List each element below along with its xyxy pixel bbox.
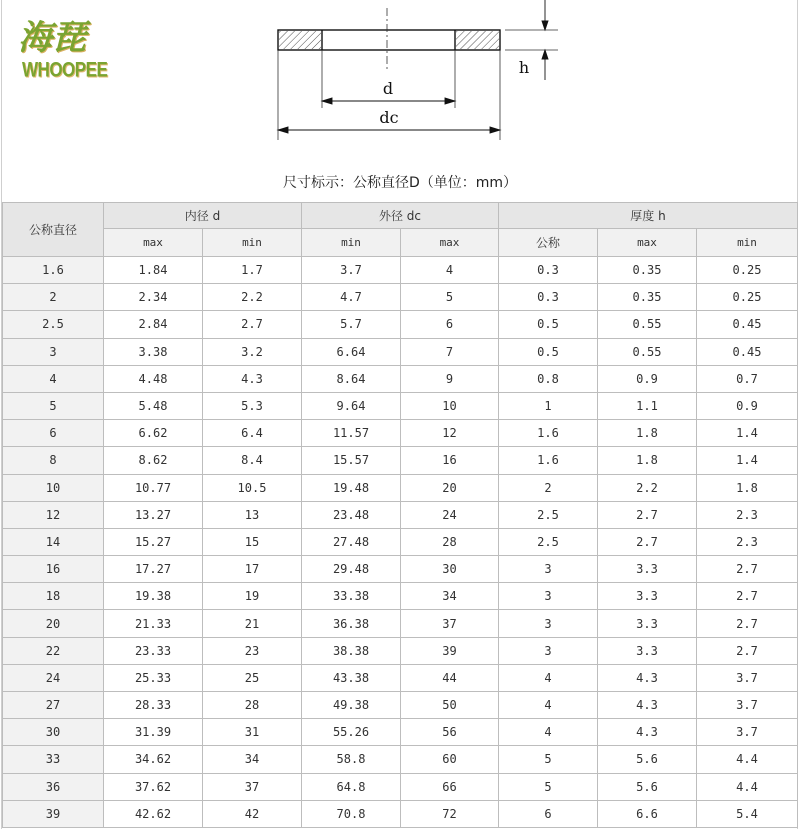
cell-h-nominal: 3 bbox=[499, 556, 598, 583]
cell-h-max: 1.8 bbox=[598, 447, 697, 474]
cell-d-max: 5.48 bbox=[104, 392, 203, 419]
cell-dc-min: 5.7 bbox=[302, 311, 401, 338]
cell-d-max: 31.39 bbox=[104, 719, 203, 746]
logo-chinese-text: 海琵 bbox=[18, 18, 86, 58]
cell-h-max: 3.3 bbox=[598, 637, 697, 664]
label-dc: dc bbox=[379, 108, 399, 127]
cell-dc-min: 27.48 bbox=[302, 528, 401, 555]
cell-dc-max: 10 bbox=[401, 392, 499, 419]
cell-dc-max: 66 bbox=[401, 773, 499, 800]
cell-d-max: 15.27 bbox=[104, 528, 203, 555]
cell-h-max: 4.3 bbox=[598, 719, 697, 746]
cell-nominal-diameter: 3 bbox=[3, 338, 104, 365]
header-thickness: 厚度 h bbox=[499, 203, 798, 229]
cell-dc-max: 7 bbox=[401, 338, 499, 365]
cell-d-max: 17.27 bbox=[104, 556, 203, 583]
cell-dc-min: 3.7 bbox=[302, 257, 401, 284]
cell-d-min: 13 bbox=[203, 501, 302, 528]
cell-nominal-diameter: 36 bbox=[3, 773, 104, 800]
cell-d-min: 8.4 bbox=[203, 447, 302, 474]
table-row bbox=[3, 637, 798, 664]
cell-dc-max: 4 bbox=[401, 257, 499, 284]
dimension-d bbox=[322, 98, 455, 104]
cell-nominal-diameter: 18 bbox=[3, 583, 104, 610]
cell-h-nominal: 4 bbox=[499, 692, 598, 719]
cell-h-max: 6.6 bbox=[598, 800, 697, 827]
cell-dc-min: 9.64 bbox=[302, 392, 401, 419]
table-row bbox=[3, 501, 798, 528]
cell-dc-min: 70.8 bbox=[302, 800, 401, 827]
cell-d-max: 2.84 bbox=[104, 311, 203, 338]
table-row bbox=[3, 420, 798, 447]
cell-d-max: 6.62 bbox=[104, 420, 203, 447]
cell-d-min: 6.4 bbox=[203, 420, 302, 447]
cell-dc-min: 19.48 bbox=[302, 474, 401, 501]
cell-d-max: 19.38 bbox=[104, 583, 203, 610]
cell-h-max: 1.8 bbox=[598, 420, 697, 447]
cell-dc-min: 49.38 bbox=[302, 692, 401, 719]
cell-d-max: 4.48 bbox=[104, 365, 203, 392]
cell-h-nominal: 4 bbox=[499, 719, 598, 746]
cell-dc-max: 24 bbox=[401, 501, 499, 528]
cell-h-min: 2.7 bbox=[697, 637, 798, 664]
cell-dc-min: 64.8 bbox=[302, 773, 401, 800]
cell-h-min: 0.9 bbox=[697, 392, 798, 419]
cell-d-min: 34 bbox=[203, 746, 302, 773]
cell-nominal-diameter: 20 bbox=[3, 610, 104, 637]
cell-h-nominal: 0.5 bbox=[499, 338, 598, 365]
cell-nominal-diameter: 4 bbox=[3, 365, 104, 392]
cell-h-nominal: 5 bbox=[499, 773, 598, 800]
cell-d-min: 10.5 bbox=[203, 474, 302, 501]
cell-nominal-diameter: 10 bbox=[3, 474, 104, 501]
table-row bbox=[3, 365, 798, 392]
cell-h-max: 5.6 bbox=[598, 773, 697, 800]
cell-h-max: 5.6 bbox=[598, 746, 697, 773]
cell-dc-max: 30 bbox=[401, 556, 499, 583]
label-h: h bbox=[518, 58, 530, 77]
cell-d-min: 5.3 bbox=[203, 392, 302, 419]
cell-h-min: 4.4 bbox=[697, 746, 798, 773]
cell-dc-min: 8.64 bbox=[302, 365, 401, 392]
cell-h-min: 2.7 bbox=[697, 556, 798, 583]
cell-nominal-diameter: 33 bbox=[3, 746, 104, 773]
table-row bbox=[3, 474, 798, 501]
cell-h-max: 0.35 bbox=[598, 257, 697, 284]
cell-dc-max: 16 bbox=[401, 447, 499, 474]
cell-nominal-diameter: 12 bbox=[3, 501, 104, 528]
washer-spec-table bbox=[2, 202, 798, 828]
cell-dc-max: 5 bbox=[401, 284, 499, 311]
cell-dc-min: 11.57 bbox=[302, 420, 401, 447]
cell-h-max: 0.55 bbox=[598, 311, 697, 338]
cell-h-max: 2.7 bbox=[598, 528, 697, 555]
cell-dc-max: 12 bbox=[401, 420, 499, 447]
cell-nominal-diameter: 2 bbox=[3, 284, 104, 311]
cell-h-nominal: 2.5 bbox=[499, 501, 598, 528]
cell-h-min: 3.7 bbox=[697, 664, 798, 691]
cell-dc-max: 72 bbox=[401, 800, 499, 827]
table-row bbox=[3, 746, 798, 773]
washer-dimension-drawing bbox=[0, 0, 800, 160]
cell-d-min: 3.2 bbox=[203, 338, 302, 365]
cell-d-max: 37.62 bbox=[104, 773, 203, 800]
cell-h-min: 2.7 bbox=[697, 583, 798, 610]
cell-dc-min: 43.38 bbox=[302, 664, 401, 691]
cell-h-nominal: 1 bbox=[499, 392, 598, 419]
cell-dc-min: 4.7 bbox=[302, 284, 401, 311]
cell-h-min: 3.7 bbox=[697, 692, 798, 719]
cell-d-max: 42.62 bbox=[104, 800, 203, 827]
cell-d-max: 1.84 bbox=[104, 257, 203, 284]
cell-nominal-diameter: 8 bbox=[3, 447, 104, 474]
table-row bbox=[3, 800, 798, 827]
cell-h-nominal: 2 bbox=[499, 474, 598, 501]
cell-h-max: 2.7 bbox=[598, 501, 697, 528]
cell-h-min: 5.4 bbox=[697, 800, 798, 827]
cell-dc-max: 56 bbox=[401, 719, 499, 746]
cell-h-max: 2.2 bbox=[598, 474, 697, 501]
cell-h-min: 3.7 bbox=[697, 719, 798, 746]
table-row bbox=[3, 528, 798, 555]
cell-h-min: 2.7 bbox=[697, 610, 798, 637]
cell-dc-max: 20 bbox=[401, 474, 499, 501]
cell-h-min: 1.8 bbox=[697, 474, 798, 501]
cell-d-min: 37 bbox=[203, 773, 302, 800]
logo-english-text: WHOOPEE bbox=[22, 57, 108, 82]
table-row bbox=[3, 392, 798, 419]
cell-h-max: 3.3 bbox=[598, 583, 697, 610]
table-row bbox=[3, 610, 798, 637]
cell-d-max: 25.33 bbox=[104, 664, 203, 691]
table-row bbox=[3, 338, 798, 365]
cell-d-max: 23.33 bbox=[104, 637, 203, 664]
cell-d-min: 2.7 bbox=[203, 311, 302, 338]
cell-dc-max: 37 bbox=[401, 610, 499, 637]
cell-h-nominal: 3 bbox=[499, 637, 598, 664]
washer-cross-section bbox=[278, 30, 500, 50]
cell-d-min: 31 bbox=[203, 719, 302, 746]
cell-dc-min: 36.38 bbox=[302, 610, 401, 637]
cell-nominal-diameter: 27 bbox=[3, 692, 104, 719]
subheader-dc-max: max bbox=[401, 229, 499, 257]
cell-nominal-diameter: 22 bbox=[3, 637, 104, 664]
cell-h-min: 0.45 bbox=[697, 338, 798, 365]
subheader-h-min: min bbox=[697, 229, 798, 257]
table-row bbox=[3, 583, 798, 610]
cell-dc-min: 29.48 bbox=[302, 556, 401, 583]
cell-h-nominal: 0.3 bbox=[499, 284, 598, 311]
subheader-d-min: min bbox=[203, 229, 302, 257]
cell-dc-max: 39 bbox=[401, 637, 499, 664]
cell-d-max: 10.77 bbox=[104, 474, 203, 501]
cell-d-min: 28 bbox=[203, 692, 302, 719]
table-row bbox=[3, 311, 798, 338]
cell-nominal-diameter: 16 bbox=[3, 556, 104, 583]
cell-h-min: 0.45 bbox=[697, 311, 798, 338]
cell-nominal-diameter: 2.5 bbox=[3, 311, 104, 338]
cell-dc-max: 50 bbox=[401, 692, 499, 719]
cell-dc-min: 55.26 bbox=[302, 719, 401, 746]
table-row bbox=[3, 692, 798, 719]
cell-nominal-diameter: 6 bbox=[3, 420, 104, 447]
dimension-h bbox=[542, 0, 548, 80]
cell-h-min: 0.25 bbox=[697, 284, 798, 311]
cell-dc-min: 58.8 bbox=[302, 746, 401, 773]
cell-h-min: 0.25 bbox=[697, 257, 798, 284]
cell-h-nominal: 0.8 bbox=[499, 365, 598, 392]
cell-h-min: 2.3 bbox=[697, 528, 798, 555]
cell-d-min: 21 bbox=[203, 610, 302, 637]
cell-dc-min: 38.38 bbox=[302, 637, 401, 664]
subheader-h-max: max bbox=[598, 229, 697, 257]
cell-h-max: 0.35 bbox=[598, 284, 697, 311]
header-inner-diameter: 内径 d bbox=[104, 203, 302, 229]
table-row bbox=[3, 664, 798, 691]
cell-h-max: 3.3 bbox=[598, 556, 697, 583]
table-row bbox=[3, 257, 798, 284]
cell-dc-max: 60 bbox=[401, 746, 499, 773]
subheader-h-nominal: 公称 bbox=[499, 229, 598, 257]
cell-h-min: 1.4 bbox=[697, 420, 798, 447]
header-outer-diameter: 外径 dc bbox=[302, 203, 499, 229]
table-row bbox=[3, 719, 798, 746]
cell-d-max: 2.34 bbox=[104, 284, 203, 311]
cell-h-nominal: 3 bbox=[499, 583, 598, 610]
cell-d-max: 21.33 bbox=[104, 610, 203, 637]
table-row bbox=[3, 447, 798, 474]
cell-h-max: 3.3 bbox=[598, 610, 697, 637]
cell-dc-max: 34 bbox=[401, 583, 499, 610]
cell-d-max: 8.62 bbox=[104, 447, 203, 474]
table-body bbox=[3, 257, 798, 828]
cell-h-nominal: 2.5 bbox=[499, 528, 598, 555]
cell-h-nominal: 1.6 bbox=[499, 447, 598, 474]
cell-h-nominal: 0.3 bbox=[499, 257, 598, 284]
dimension-dc bbox=[278, 127, 500, 133]
cell-h-max: 0.9 bbox=[598, 365, 697, 392]
cell-h-nominal: 1.6 bbox=[499, 420, 598, 447]
cell-d-min: 17 bbox=[203, 556, 302, 583]
size-caption: 尺寸标示：公称直径D（单位：mm） bbox=[282, 175, 518, 191]
cell-d-min: 42 bbox=[203, 800, 302, 827]
cell-d-min: 23 bbox=[203, 637, 302, 664]
cell-d-max: 3.38 bbox=[104, 338, 203, 365]
cell-d-min: 19 bbox=[203, 583, 302, 610]
cell-dc-min: 23.48 bbox=[302, 501, 401, 528]
table-row bbox=[3, 284, 798, 311]
cell-nominal-diameter: 5 bbox=[3, 392, 104, 419]
cell-h-nominal: 6 bbox=[499, 800, 598, 827]
subheader-dc-min: min bbox=[302, 229, 401, 257]
cell-dc-min: 6.64 bbox=[302, 338, 401, 365]
cell-h-min: 0.7 bbox=[697, 365, 798, 392]
cell-d-min: 25 bbox=[203, 664, 302, 691]
cell-d-min: 2.2 bbox=[203, 284, 302, 311]
cell-d-max: 34.62 bbox=[104, 746, 203, 773]
cell-dc-max: 6 bbox=[401, 311, 499, 338]
cell-h-max: 4.3 bbox=[598, 692, 697, 719]
cell-nominal-diameter: 30 bbox=[3, 719, 104, 746]
cell-d-max: 28.33 bbox=[104, 692, 203, 719]
cell-dc-max: 9 bbox=[401, 365, 499, 392]
cell-dc-max: 28 bbox=[401, 528, 499, 555]
cell-dc-min: 33.38 bbox=[302, 583, 401, 610]
cell-nominal-diameter: 39 bbox=[3, 800, 104, 827]
cell-h-nominal: 3 bbox=[499, 610, 598, 637]
cell-nominal-diameter: 1.6 bbox=[3, 257, 104, 284]
cell-dc-max: 44 bbox=[401, 664, 499, 691]
cell-d-min: 15 bbox=[203, 528, 302, 555]
cell-h-max: 4.3 bbox=[598, 664, 697, 691]
cell-dc-min: 15.57 bbox=[302, 447, 401, 474]
cell-d-min: 1.7 bbox=[203, 257, 302, 284]
cell-h-min: 4.4 bbox=[697, 773, 798, 800]
cell-h-max: 0.55 bbox=[598, 338, 697, 365]
table-row bbox=[3, 773, 798, 800]
cell-nominal-diameter: 24 bbox=[3, 664, 104, 691]
cell-h-max: 1.1 bbox=[598, 392, 697, 419]
cell-d-min: 4.3 bbox=[203, 365, 302, 392]
cell-h-nominal: 4 bbox=[499, 664, 598, 691]
cell-h-min: 1.4 bbox=[697, 447, 798, 474]
cell-nominal-diameter: 14 bbox=[3, 528, 104, 555]
cell-h-nominal: 5 bbox=[499, 746, 598, 773]
header-nominal-diameter: 公称直径 bbox=[3, 203, 104, 257]
cell-h-min: 2.3 bbox=[697, 501, 798, 528]
cell-d-max: 13.27 bbox=[104, 501, 203, 528]
label-d: d bbox=[382, 79, 394, 98]
cell-h-nominal: 0.5 bbox=[499, 311, 598, 338]
subheader-d-max: max bbox=[104, 229, 203, 257]
table-row bbox=[3, 556, 798, 583]
